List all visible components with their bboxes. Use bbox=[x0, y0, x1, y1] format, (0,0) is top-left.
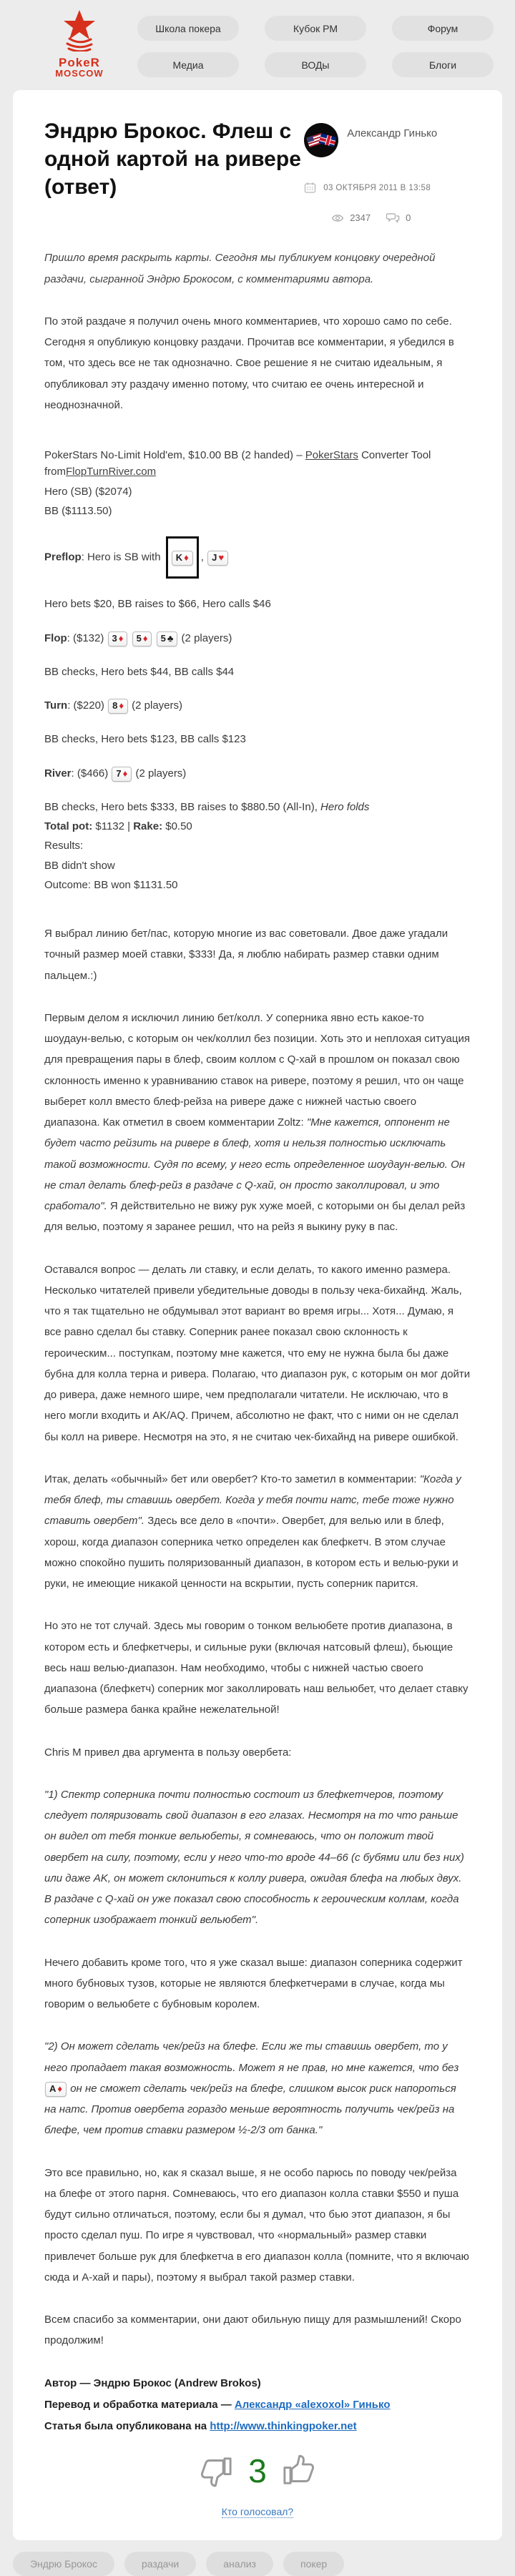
credit-source-label: Статья была опубликована на bbox=[44, 2419, 210, 2432]
text-segment: Flop bbox=[44, 631, 67, 644]
hand-history-line bbox=[44, 446, 471, 482]
article-head bbox=[44, 117, 471, 223]
nav-item-vods[interactable]: ВОДы bbox=[265, 52, 366, 77]
site-header bbox=[0, 0, 515, 86]
text-segment: Hero folds bbox=[320, 800, 370, 813]
inline-link[interactable]: PokerStars bbox=[305, 449, 358, 462]
text-segment: BB checks, Hero bets $123, BB calls $123 bbox=[44, 733, 246, 746]
credit-author bbox=[44, 2373, 471, 2394]
uk-flag-icon bbox=[319, 134, 337, 147]
tag-poker[interactable]: покер bbox=[283, 2552, 344, 2576]
hand-history-line bbox=[44, 696, 471, 715]
inline-link[interactable]: FlopTurnRiver.com bbox=[66, 466, 157, 478]
logo-text-poker: PokeR bbox=[59, 56, 100, 69]
hand-history-line bbox=[44, 836, 471, 855]
source-url-link[interactable]: http://www.thinkingpoker.net bbox=[210, 2419, 357, 2432]
article-paragraph bbox=[44, 311, 471, 416]
text-segment: BB ($1113.50) bbox=[44, 504, 112, 517]
text-segment: BB checks, Hero bets $44, BB calls $44 bbox=[44, 665, 235, 678]
credit-translator-label: Перевод и обработка материала — bbox=[44, 2398, 235, 2411]
text-segment: Я выбрал линию бет/пас, которую многие из вас советовали. Двое даже угадали точный размер моей ставки, $333! Да, я люблю набирать размер ставки одним пальцем.:) bbox=[44, 928, 448, 982]
hand-history-line bbox=[44, 594, 471, 614]
text-segment: Всем спасибо за комментарии, они дают обильную пищу для размышлений! Скоро продолжим! bbox=[44, 2314, 461, 2347]
tag-hands[interactable]: раздачи bbox=[124, 2552, 196, 2576]
hand-history-line bbox=[44, 875, 471, 895]
credit-translator bbox=[44, 2394, 471, 2416]
text-segment: Здесь все дело в «почти». Овербет, для велью или в блеф, хорош, когда диапазон соперника четко определен как блефкетч. В этом случае можно спокойно пушить поляризованный диапазон, в котором есть и велью-руки и руки, не имеющие никакой ценности на вскрытии, пусть соперник парится. bbox=[44, 1515, 458, 1591]
text-segment: Hero (SB) ($2074) bbox=[44, 485, 132, 498]
views-count: 2347 bbox=[350, 212, 371, 224]
text-segment: Turn bbox=[44, 699, 68, 712]
thumbs-up-icon[interactable] bbox=[277, 2450, 318, 2492]
text-segment bbox=[152, 632, 155, 644]
tag-analysis[interactable]: анализ bbox=[206, 2552, 273, 2576]
hand-history-line bbox=[44, 764, 471, 783]
hand-history-line bbox=[44, 482, 471, 501]
text-segment: : ($220) bbox=[67, 699, 108, 712]
article-stats bbox=[304, 212, 471, 223]
text-segment: : Hero is SB with bbox=[81, 551, 164, 564]
views-icon bbox=[331, 213, 344, 223]
text-segment bbox=[128, 632, 131, 644]
text-segment: Оставался вопрос — делать ли ставку, и если делать, то какого именно размера. Несколько читателей привели убедительные доводы в пользу чека-бихайнд. Жаль, что я так тщательно не обдумывал этот вариант во время игры... Хотя... Думаю, я все равно сделал бы ставку. Соперник ранее показал свою склонность к героическим... поступкам, поэтому мне кажется, что ему не нужна была бы даже бубна для колла терна и ривера. Полагаю, что диапазон рук, с которым он мог дойти до ривера, даже немного шире, чем предполагали читатели. Не исключаю, что в него могли входить и AK/AQ. Причем, абсолютно не факт, что с ними он не сделал бы колл на ривере. Несмотря на это, я не считаю чек-бихайнд на ривере ошибкой. bbox=[44, 1263, 471, 1443]
main-nav bbox=[137, 16, 494, 77]
author-name[interactable]: Александр Гинько bbox=[347, 127, 438, 140]
hand-history-line bbox=[44, 662, 471, 682]
text-segment: River bbox=[44, 767, 72, 780]
text-segment: BB checks, Hero bets $333, BB raises to $880.50 (All-In), bbox=[44, 800, 321, 813]
article-body bbox=[44, 247, 471, 2351]
tag-andrew-brokos[interactable]: Эндрю Брокос bbox=[13, 2552, 114, 2576]
text-segment: "2) Он может сделать чек/рейз на блефе. Если же ты ставишь овербет, то у него пропадает такая возможность. Может я не прав, но мне кажется, что без bbox=[44, 2040, 459, 2074]
article-lede bbox=[44, 247, 471, 290]
translator-link[interactable]: Александр «alexoxol» Гинько bbox=[234, 2398, 391, 2411]
avatar[interactable] bbox=[304, 123, 338, 157]
publish-date-row bbox=[304, 182, 471, 194]
hand-history-line bbox=[44, 797, 471, 817]
text-segment: По этой раздаче я получил очень много комментариев, что хорошо само по себе. Сегодня я опубликую концовку раздачи. Прочитав все комментарии, я убедился в том, что здесь все не так однозначно. Свое решение я не считаю идеальным, я опубликовал эту раздачу именно потому, что считаю ее очень интересной и неоднозначной. bbox=[44, 315, 454, 411]
nav-item-media[interactable]: Медиа bbox=[137, 52, 239, 77]
thumbs-down-icon[interactable] bbox=[197, 2450, 238, 2492]
text-segment: Total pot: bbox=[44, 820, 93, 833]
text-segment: Нечего добавить кроме того, что я уже сказал выше: диапазон соперника содержит много бубновых тузов, которые не являются блефкетчерами в случае, когда мы говорим о вельюбете с бубновым королем. bbox=[44, 1956, 463, 2011]
text-segment: Rake: bbox=[133, 820, 163, 833]
hand-history-line bbox=[44, 729, 471, 749]
text-segment: $0.50 bbox=[162, 820, 192, 833]
text-segment: (2 players) bbox=[128, 699, 182, 712]
text-segment: (2 players) bbox=[132, 767, 187, 780]
article-paragraph bbox=[44, 1469, 471, 1595]
article-paragraph bbox=[44, 2309, 471, 2351]
tags-row bbox=[0, 2540, 515, 2576]
text-segment: Итак, делать «обычный» бет или овербет? Кто-то заметил в комментарии: bbox=[44, 1473, 420, 1485]
article-paragraph bbox=[44, 1008, 471, 1238]
playing-card-J-red: J ♥ bbox=[207, 551, 228, 566]
text-segment: Results: bbox=[44, 840, 84, 852]
article-paragraph bbox=[44, 1616, 471, 1720]
hand-history-line bbox=[44, 535, 471, 580]
text-segment: Converter Tool from bbox=[44, 449, 431, 478]
text-segment: "1) Спектр соперника почти полностью состоит из блефкетчеров, поэтому следует поляризовать свой диапазон в его глазах. Несмотря на то что раньше он видел от тебя тонкие вельюбеты, я сомневаюсь, что он положит твой овербет на силу, поэтому, если у него что-то вроде 44–66 (с бубями или без них) или даже AK, он может склониться к коллу ривера, ожидая блефа на любых двух. В раздаче с Q-хай он уже показал свою способность к героическим коллам, когда соперник изображает тонкий вельюбет". bbox=[44, 1788, 464, 1927]
article-paragraph bbox=[44, 2036, 471, 2140]
playing-card-A-red: A ♦ bbox=[45, 2082, 67, 2097]
text-segment: Outcome: BB won $1131.50 bbox=[44, 878, 178, 891]
text-segment: Но это не тот случай. Здесь мы говорим о тонком вельюбете против диапазона, в котором есть и блефкетчеры, и сильные руки (включая натсовый флеш), бьющие весь наш велью-диапазон. Нам необходимо, чтобы с нижней частью своего диапазона (блефкетч) соперник мог заколлировать наш вельюбет, что делает ставку больше размера банка крайне нежелательной! bbox=[44, 1620, 469, 1716]
text-segment: (2 players) bbox=[178, 631, 232, 644]
article-meta bbox=[304, 117, 471, 223]
text-segment: $1132 | bbox=[92, 820, 134, 833]
site-logo[interactable] bbox=[40, 10, 119, 79]
credits-block bbox=[44, 2373, 471, 2437]
hand-history-line bbox=[44, 817, 471, 836]
hand-history-line bbox=[44, 501, 471, 521]
comments-count: 0 bbox=[406, 212, 411, 224]
text-segment: Preflop bbox=[44, 551, 82, 564]
playing-card-7-red: 7 ♦ bbox=[112, 767, 132, 782]
credit-source bbox=[44, 2416, 471, 2437]
page-title: Эндрю Брокос. Флеш с одной картой на ривере (ответ) bbox=[44, 119, 301, 200]
hand-history-line bbox=[44, 629, 471, 648]
article-paragraph bbox=[44, 1952, 471, 2015]
text-segment: Я действительно не вижу рук хуже моей, с которыми он бы делал рейз для велью, поэтому я заранее решил, что на рейз я выкину руку в пас. bbox=[44, 1200, 466, 1234]
nav-item-blogs[interactable]: Блоги bbox=[392, 52, 494, 77]
text-segment: Chris M привел два аргумента в пользу овербета: bbox=[44, 1746, 292, 1759]
nav-item-forum[interactable]: Форум bbox=[392, 16, 494, 41]
article-paragraph bbox=[44, 1784, 471, 1931]
playing-card-5-black: 5 ♣ bbox=[157, 631, 178, 647]
playing-card-5-red: 5 ♦ bbox=[132, 631, 152, 647]
article-paragraph bbox=[44, 923, 471, 986]
text-segment: : ($466) bbox=[71, 767, 112, 780]
nav-item-cup-rm[interactable]: Кубок РМ bbox=[265, 16, 366, 41]
hand-history-line bbox=[44, 856, 471, 875]
text-segment: BB didn't show bbox=[44, 859, 115, 872]
text-segment: PokerStars No-Limit Hold'em, $10.00 BB (2 handed) – bbox=[44, 449, 305, 462]
nav-item-poker-school[interactable]: Школа покера bbox=[137, 16, 239, 41]
playing-card-K-red: K ♦ bbox=[172, 551, 193, 566]
text-segment: : ($132) bbox=[67, 631, 107, 644]
publish-date: 03 ОКТЯБРЯ 2011 В 13:58 bbox=[323, 183, 431, 192]
credit-author-text: Автор — Эндрю Брокос (Andrew Brokos) bbox=[44, 2376, 261, 2389]
calendar-icon bbox=[304, 182, 316, 194]
article-paragraph bbox=[44, 1259, 471, 1447]
hand-history bbox=[44, 446, 471, 895]
text-segment: Пришло время раскрыть карты. Сегодня мы публикуем концовку очередной раздачи, сыгранной Эндрю Брокосом, с комментариями автора. bbox=[44, 252, 436, 285]
article-paragraph bbox=[44, 2163, 471, 2289]
text-segment: , bbox=[200, 551, 207, 564]
pokermoscow-star-logo-icon bbox=[54, 10, 105, 51]
playing-card-8-red: 8 ♦ bbox=[108, 699, 128, 714]
text-segment: Hero bets $20, BB raises to $66, Hero calls $46 bbox=[44, 598, 271, 611]
who-voted-row bbox=[44, 2506, 471, 2519]
text-segment: он не сможет сделать чек/рейз на блефе, слишком высок риск напороться на натс. Против овербета гораздо меньше вероятность получить чек/рейз на блефе, чем против ставки размером ½-2/3 от банка." bbox=[44, 2082, 456, 2137]
highlight-box bbox=[166, 536, 199, 579]
author-row bbox=[304, 123, 471, 157]
vote-widget bbox=[44, 2450, 471, 2492]
text-segment: Первым делом я исключил линию бет/колл. У соперника явно есть какое-то шоудаун-велью, с которым он чек/коллил без позиции. Хоть это и неплохая ситуация для превращения пары в блеф, своим коллом с Q-хай в прошлом он показал свою склонность именно к уравниванию ставок на ривере, поэтому я решил, что он чаще выберет колл вместо блеф-рейза на ривере даже с нижней частью своего диапазона. Как отметил в своем комментарии Zoltz: bbox=[44, 1011, 470, 1129]
comments-icon bbox=[386, 212, 400, 223]
article-card bbox=[13, 90, 502, 2540]
playing-card-3-red: 3 ♦ bbox=[108, 631, 128, 647]
text-segment: Это все правильно, но, как я сказал выше, я не особо парюсь по поводу чек/рейза на блефе от этого парня. Сомневаюсь, что его диапазон колла ставки $550 и пуша будут сильно отличаться, поэтому, если бы я думал, что бью этот диапазон, я бы просто сделал пуш. По игре я чувствовал, что «нормальный» размер ставки привлечет больше рук для блефкетча в его диапазон колла (помните, что я включаю сюда и A-хай и пары), поэтому я выбрал такой размер ставки. bbox=[44, 2166, 469, 2284]
article-paragraph bbox=[44, 1742, 471, 1763]
text-segment: "Мне кажется, оппонент не будет часто рейзить на ривере в блеф, хотя и нельзя полностью исключать такой возможности. Судя по всему, у него есть определенное шоудаун-велью. Он не стал делать блеф-рейз в раздаче с Q-хай, он просто заколлировал, и это сработало". bbox=[44, 1116, 466, 1213]
vote-count: 3 bbox=[248, 2452, 267, 2489]
who-voted-link[interactable]: Кто голосовал? bbox=[221, 2505, 294, 2517]
logo-text-moscow: MOSCOW bbox=[55, 68, 104, 79]
text-segment: "Когда у тебя блеф, ты ставишь овербет. Когда у тебя почти натс, тебе тоже нужно ставить овербет". bbox=[44, 1473, 461, 1528]
